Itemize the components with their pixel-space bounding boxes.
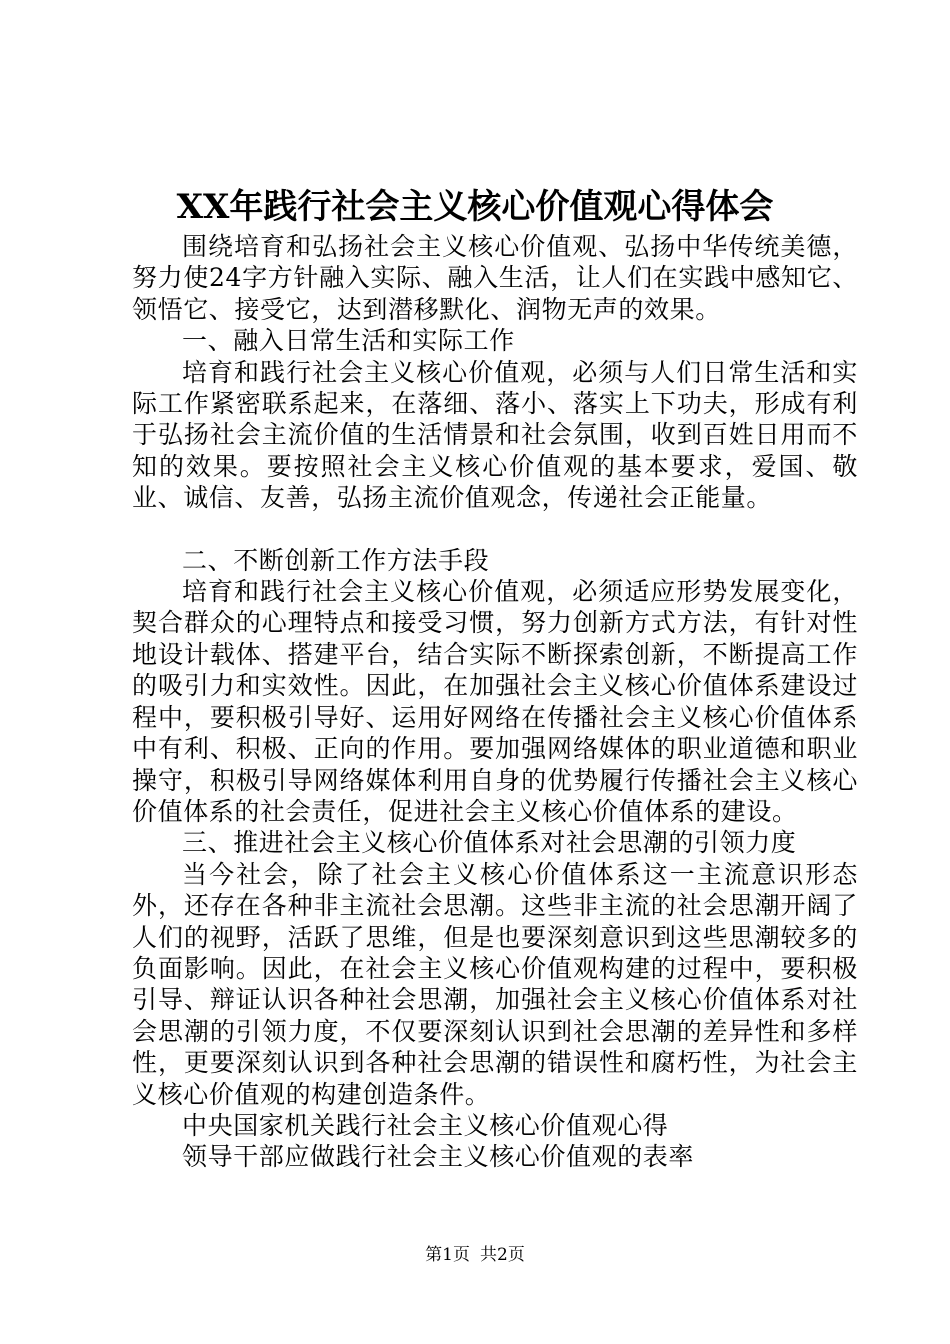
section-heading-1: 一、融入日常生活和实际工作: [182, 326, 515, 356]
page-number: 第1页: [425, 1245, 470, 1265]
related-title-1: 中央国家机关践行社会主义核心价值观心得: [182, 1110, 669, 1140]
section-paragraph-2: 培育和践行社会主义核心价值观，必须适应形势发展变化，契合群众的心理特点和接受习惯，努力创新方式方法，有针对性地设计载体、搭建平台，结合实际不断探索创新，不断提高工作的吸引力和实效性。因此，在加强社会主义核心价值体系建设过程中，要积极引导好、运用好网络在传播社会主义核心价值体系中有利、积极、正向的作用。要加强网络媒体的职业道德和职业操守，积极引导网络媒体利用自身的优势履行传播社会主义核心价值体系的社会责任，促进社会主义核心价值体系的建设。: [132, 577, 858, 826]
section-heading-2: 二、不断创新工作方法手段: [182, 545, 490, 575]
section-heading-3: 三、推进社会主义核心价值体系对社会思潮的引领力度: [182, 828, 797, 858]
related-title-2: 领导干部应做践行社会主义核心价值观的表率: [182, 1142, 695, 1172]
document-title: XX年践行社会主义核心价值观心得体会: [176, 187, 774, 227]
section-paragraph-3: 当今社会，除了社会主义核心价值体系这一主流意识形态外，还存在各种非主流社会思潮。这些非主流的社会思潮开阔了人们的视野，活跃了思维，但是也要深刻意识到这些思潮较多的负面影响。因此，在社会主义核心价值观构建的过程中，要积极引导、辩证认识各种社会思潮，加强社会主义核心价值体系对社会思潮的引领力度，不仅要深刻认识到社会思潮的差异性和多样性，更要深刻认识到各种社会思潮的错误性和腐朽性，为社会主义核心价值观的构建创造条件。: [132, 859, 858, 1109]
document-body: [132, 231, 858, 1173]
section-paragraph-1: 培育和践行社会主义核心价值观，必须与人们日常生活和实际工作紧密联系起来，在落细、落小、落实上下功夫，形成有利于弘扬社会主流价值的生活情景和社会氛围，收到百姓日用而不知的效果。要按照社会主义核心价值观的基本要求，爱国、敬业、诚信、友善，弘扬主流价值观念，传递社会正能量。: [132, 357, 858, 513]
page-footer: [0, 1243, 950, 1267]
page-total: 共2页: [480, 1245, 525, 1265]
intro-paragraph: 围绕培育和弘扬社会主义核心价值观、弘扬中华传统美德，努力使24字方针融入实际、融入生活，让人们在实践中感知它、领悟它、接受它，达到潜移默化、润物无声的效果。: [132, 232, 858, 324]
